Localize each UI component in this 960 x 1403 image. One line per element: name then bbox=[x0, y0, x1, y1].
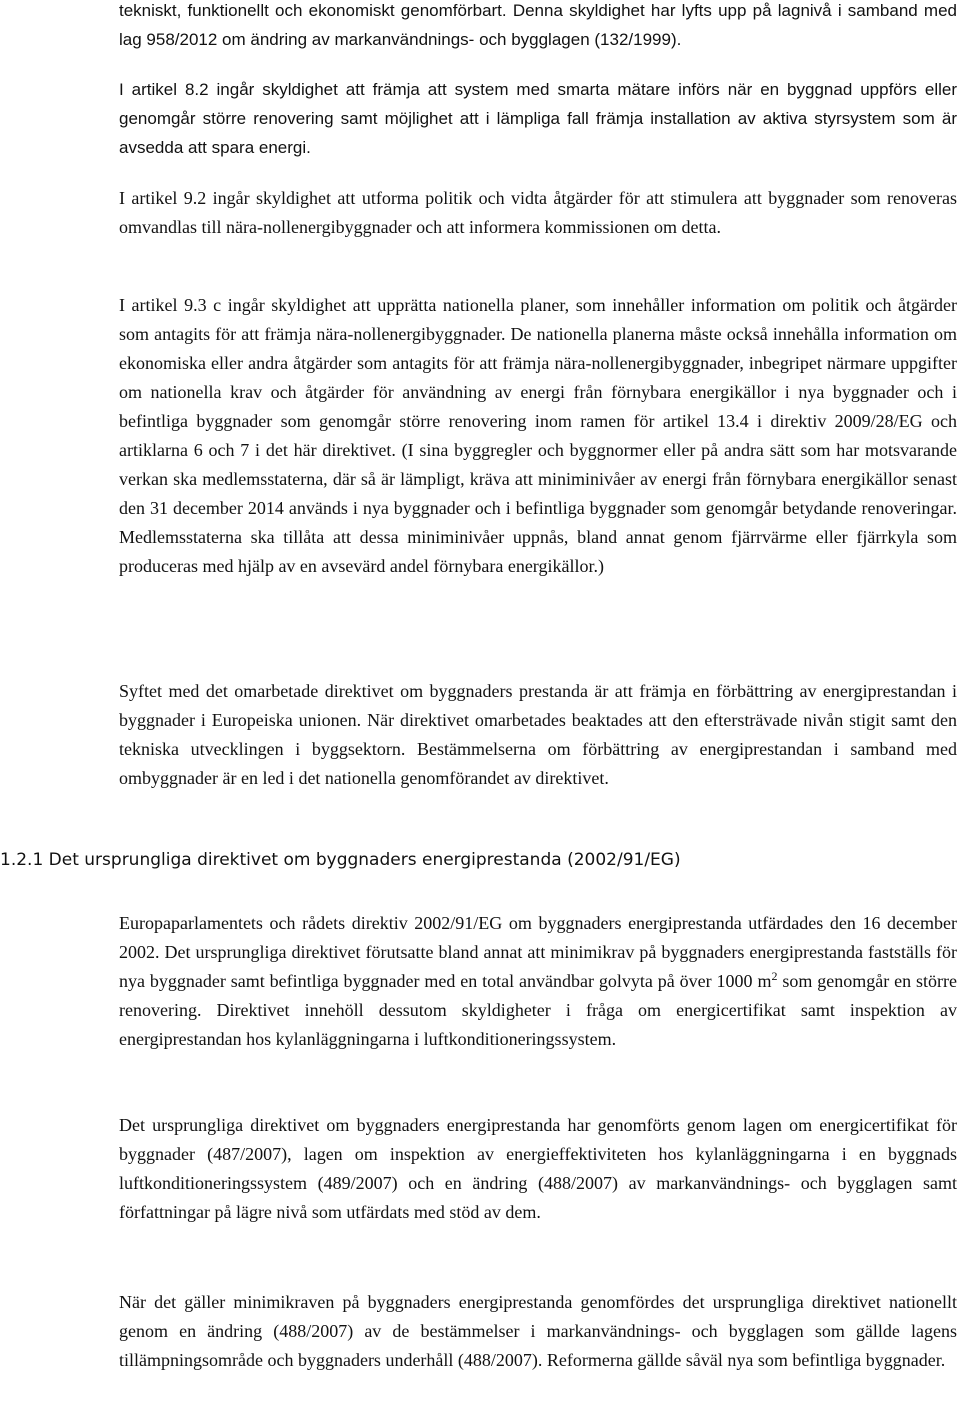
paragraph-purpose: Syftet med det omarbetade direktivet om byggnaders prestanda är att främja en förbättring av energiprestandan i byggnader i Europeiska unionen. När direktivet omarbetades beaktades att den eftersträvade nivån stigit samt den tekniska utvecklingen i byggsektorn. Bestämmelserna om förbättring av energiprestandan i samband med ombyggnader är en led i det nationella genomförandet av direktivet. bbox=[119, 681, 957, 788]
superscript-square: 2 bbox=[771, 969, 778, 983]
paragraph-article-8-2: I artikel 8.2 ingår skyldighet att främja att system med smarta mätare införs när en byggnad uppförs eller genomgår större renovering samt möjlighet att i lämpliga fall främja installation av aktiva styrsystem som är avsedda att spara energi. bbox=[119, 80, 957, 157]
paragraph-original-directive-text-a: Europaparlamentets och rådets direktiv 2002/91/EG om byggnaders energiprestanda utfärdades den 16 december 2002. Det ursprungliga direktivet förutsatte bland annat att minimikrav på byggnaders energiprestanda fastställs för nya byggnader samt befintliga byggnader med en total användbar golvyta på över 1000 m bbox=[119, 913, 957, 991]
paragraph-implementation: Det ursprungliga direktivet om byggnaders energiprestanda har genomförts genom lagen om energicertifikat för byggnader (487/2007), lagen om inspektion av energieffektiviteten hos kylanläggningarna i en byggnads luftkonditioneringssystem (489/2007) och en ändring (488/2007) av markanvändnings- och bygglagen samt författningar på lägre nivå som utfärdats med stöd av dem. bbox=[119, 1115, 957, 1222]
paragraph-original-directive-text-b: som genomgår en större renovering. Direktivet innehöll dessutom skyldigheter i fråga om energicertifikat samt inspektion av energiprestandan hos kylanläggningarna i luftkonditioneringssystem. bbox=[119, 971, 958, 1049]
section-heading: 1.2.1 Det ursprungliga direktivet om byggnaders energiprestanda (2002/91/EG) bbox=[0, 850, 681, 870]
paragraph-original-directive bbox=[119, 909, 957, 1054]
paragraph-article-9-2: I artikel 9.2 ingår skyldighet att utforma politik och vidta åtgärder för att stimulera att byggnader som renoveras omvandlas till nära-nollenergibyggnader och att informera kommissionen om detta. bbox=[119, 188, 957, 237]
paragraph-intro-continuation: tekniskt, funktionellt och ekonomiskt genomförbart. Denna skyldighet har lyfts upp på lagnivå i samband med lag 958/2012 om ändring av markanvändnings- och bygglagen (132/1999). bbox=[119, 1, 957, 49]
paragraph-article-9-3c: I artikel 9.3 c ingår skyldighet att upprätta nationella planer, som innehåller information om politik och åtgärder som antagits för att främja nära-nollenergibyggnader. De nationella planerna måste också innehålla information om ekonomiska eller andra åtgärder som antagits för att främja nära-nollenergibyggnader, inbegripet närmare uppgifter om nationella krav och åtgärder för användning av energi från förnybara energikällor i nya byggnader och i befintliga byggnader som genomgår större renovering inom ramen för artikel 13.4 i direktiv 2009/28/EG och artiklarna 6 och 7 i det här direktivet. (I sina byggregler och byggnormer eller på andra sätt som har motsvarande verkan ska medlemsstaterna, där så är lämpligt, kräva att miniminivåer av energi från förnybara energikällor senast den 31 december 2014 används i nya byggnader och i befintliga byggnader som genomgår betydande renoveringar. Medlemsstaterna ska tillåta att dessa miniminivåer uppnås, bland annat genom fjärrvärme eller fjärrkyla som produceras med hjälp av en avsevärd andel förnybara energikällor.) bbox=[119, 295, 957, 576]
paragraph-minimum-requirements: När det gäller minimikraven på byggnaders energiprestanda genomfördes det ursprungliga direktivet nationellt genom en ändring (488/2007) av de bestämmelser i markanvändnings- och bygglagen som gällde lagens tillämpningsområde och byggnaders underhåll (488/2007). Reformerna gällde såväl nya som befintliga byggnader. bbox=[119, 1292, 957, 1370]
